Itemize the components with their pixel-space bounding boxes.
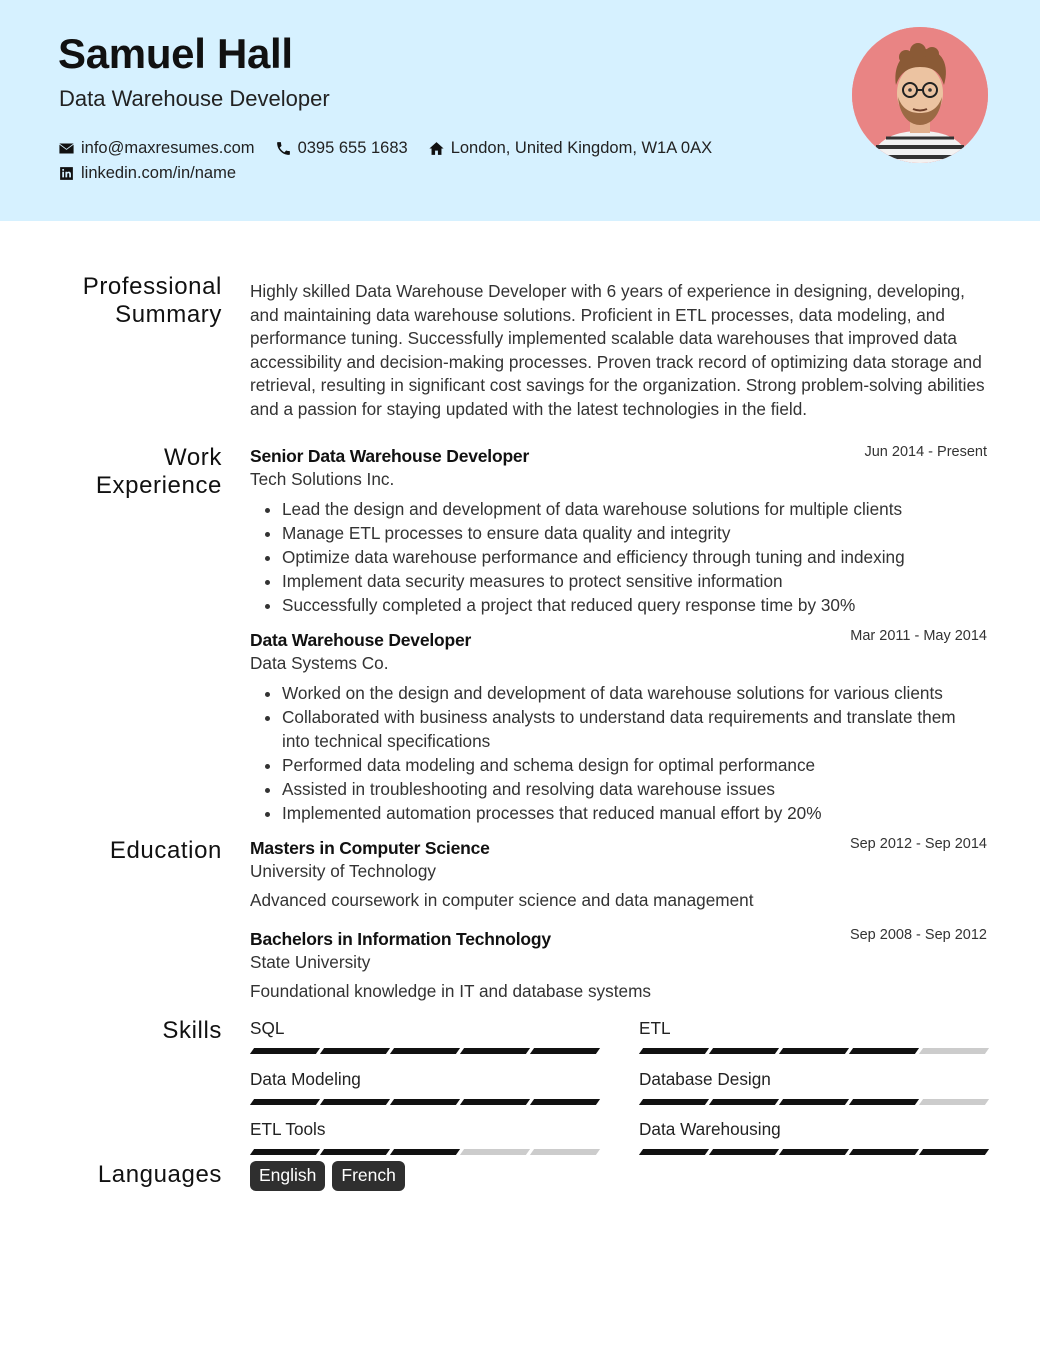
experience-entry — [250, 630, 987, 825]
skill-name: Data Warehousing — [639, 1119, 781, 1139]
profile-photo — [852, 27, 988, 163]
skill-name: Database Design — [639, 1069, 771, 1089]
job-title: Data Warehouse Developer — [59, 86, 330, 111]
education-entry — [250, 838, 987, 911]
contact-email[interactable] — [58, 139, 255, 158]
company-name: Data Systems Co. — [250, 653, 389, 673]
skill-segment-filled — [639, 1149, 709, 1155]
section-title-work-experience — [96, 444, 222, 500]
job-role: Data Warehouse Developer — [250, 630, 472, 650]
language-chip: French — [332, 1161, 404, 1191]
list-item: • Successfully completed a project that reduced query response time by 30% — [282, 593, 987, 617]
skill-segment-empty — [919, 1099, 989, 1105]
job-dates: Jun 2014 - Present — [864, 444, 987, 460]
skill-segment-filled — [639, 1048, 709, 1054]
envelope-icon — [58, 140, 75, 157]
school-name: State University — [250, 952, 371, 972]
degree-title: Masters in Computer Science — [250, 838, 490, 858]
job-role: Senior Data Warehouse Developer — [250, 446, 530, 466]
skill-segment-filled — [320, 1149, 390, 1155]
education-dates: Sep 2012 - Sep 2014 — [849, 836, 987, 852]
degree-title: Bachelors in Information Technology — [250, 929, 551, 949]
section-title-line: Experience — [95, 472, 222, 499]
list-item: • Performed data modeling and schema design for optimal performance — [282, 753, 987, 777]
skill-segment-filled — [709, 1048, 779, 1054]
section-title-summary — [83, 273, 222, 329]
skill-segment-filled — [639, 1099, 709, 1105]
skill-segment-empty — [530, 1149, 600, 1155]
linkedin-text[interactable]: linkedin.com/in/name — [81, 164, 236, 182]
contact-linkedin[interactable] — [58, 164, 236, 183]
skill-level-bar — [250, 1099, 598, 1105]
skill-item — [639, 1069, 987, 1090]
skill-name: SQL — [250, 1018, 285, 1038]
school-name: University of Technology — [250, 861, 436, 881]
linkedin-icon — [58, 165, 75, 182]
header-banner — [0, 0, 1040, 221]
skill-segment-filled — [849, 1149, 919, 1155]
skill-item — [250, 1119, 598, 1140]
skill-segment-filled — [779, 1048, 849, 1054]
phone-text[interactable]: 0395 655 1683 — [297, 139, 408, 157]
section-title-skills: Skills — [162, 1017, 222, 1044]
skill-segment-filled — [390, 1048, 460, 1054]
skill-level-bar — [639, 1099, 987, 1105]
phone-icon — [275, 140, 292, 157]
skill-segment-filled — [250, 1048, 320, 1054]
list-item: • Collaborated with business analysts to understand data requirements and translate them into technical specifications — [282, 705, 987, 753]
skill-segment-filled — [390, 1099, 460, 1105]
skill-segment-filled — [250, 1099, 320, 1105]
list-item: • Worked on the design and development of data warehouse solutions for various clients — [282, 681, 987, 705]
list-item: • Lead the design and development of data warehouse solutions for multiple clients — [282, 497, 987, 521]
skill-segment-filled — [919, 1149, 989, 1155]
skill-item — [639, 1018, 987, 1039]
skill-segment-filled — [250, 1149, 320, 1155]
languages-list — [250, 1161, 412, 1191]
company-name: Tech Solutions Inc. — [250, 469, 395, 489]
candidate-name: Samuel Hall — [58, 30, 293, 77]
skill-segment-filled — [849, 1099, 919, 1105]
skill-segment-filled — [390, 1149, 460, 1155]
skill-name: Data Modeling — [250, 1069, 361, 1089]
section-title-languages: Languages — [97, 1161, 222, 1188]
list-item: • Implement data security measures to protect sensitive information — [282, 569, 987, 593]
skill-level-bar — [250, 1149, 598, 1155]
skill-segment-filled — [709, 1099, 779, 1105]
section-title-line: Professional — [82, 273, 222, 300]
skill-level-bar — [250, 1048, 598, 1054]
skill-item — [639, 1119, 987, 1140]
section-title-education: Education — [109, 837, 222, 864]
skill-item — [250, 1018, 598, 1039]
skill-level-bar — [639, 1048, 987, 1054]
list-item: • Manage ETL processes to ensure data quality and integrity — [282, 521, 987, 545]
contact-phone[interactable] — [275, 139, 408, 158]
education-description: Advanced coursework in computer science and data management — [250, 890, 754, 910]
education-description: Foundational knowledge in IT and database systems — [250, 981, 651, 1001]
list-item: • Optimize data warehouse performance and efficiency through tuning and indexing — [282, 545, 987, 569]
education-dates: Sep 2008 - Sep 2012 — [849, 927, 987, 943]
section-title-line: Summary — [115, 301, 222, 328]
skill-segment-filled — [709, 1149, 779, 1155]
skill-segment-filled — [849, 1048, 919, 1054]
email-text[interactable]: info@maxresumes.com — [81, 139, 255, 157]
home-icon — [428, 140, 445, 157]
contact-location — [428, 139, 712, 158]
summary-text: Highly skilled Data Warehouse Developer with 6 years of experience in designing, developing, and maintaining data warehouse solutions. Proficient in ETL processes, data modeling, and performance tuning. Successfully implemented scalable data warehouses that improved data accessibility and decision-making processes. Proven track record of optimizing data storage and retrieval, resulting in significant cost savings for the organization. Strong problem-solving abilities and a passion for staying updated with the latest technologies in the field. — [250, 281, 985, 419]
location-text: London, United Kingdom, W1A 0AX — [450, 139, 713, 157]
list-item: • Assisted in troubleshooting and resolving data warehouse issues — [282, 777, 987, 801]
skill-segment-filled — [530, 1099, 600, 1105]
language-chip: English — [250, 1161, 325, 1191]
job-dates: Mar 2011 - May 2014 — [850, 628, 987, 644]
skill-segment-filled — [320, 1048, 390, 1054]
contact-row-2 — [58, 164, 256, 183]
skill-segment-filled — [460, 1048, 530, 1054]
skill-level-bar — [639, 1149, 987, 1155]
skill-segment-filled — [320, 1099, 390, 1105]
education-entry — [250, 929, 987, 1002]
skill-segment-empty — [919, 1048, 989, 1054]
contact-row — [58, 139, 732, 158]
skill-segment-filled — [460, 1099, 530, 1105]
avatar — [852, 27, 988, 163]
list-item: • Implemented automation processes that reduced manual effort by 20% — [282, 801, 987, 825]
skill-segment-filled — [530, 1048, 600, 1054]
experience-entry — [250, 446, 987, 617]
job-bullets — [250, 497, 987, 617]
skill-segment-filled — [779, 1149, 849, 1155]
skill-segment-filled — [779, 1099, 849, 1105]
job-bullets — [250, 681, 987, 825]
skill-segment-empty — [460, 1149, 530, 1155]
section-title-line: Work — [164, 444, 222, 471]
skill-name: ETL Tools — [250, 1119, 326, 1139]
skill-item — [250, 1069, 598, 1090]
summary-block — [250, 280, 987, 421]
skill-name: ETL — [639, 1018, 671, 1038]
